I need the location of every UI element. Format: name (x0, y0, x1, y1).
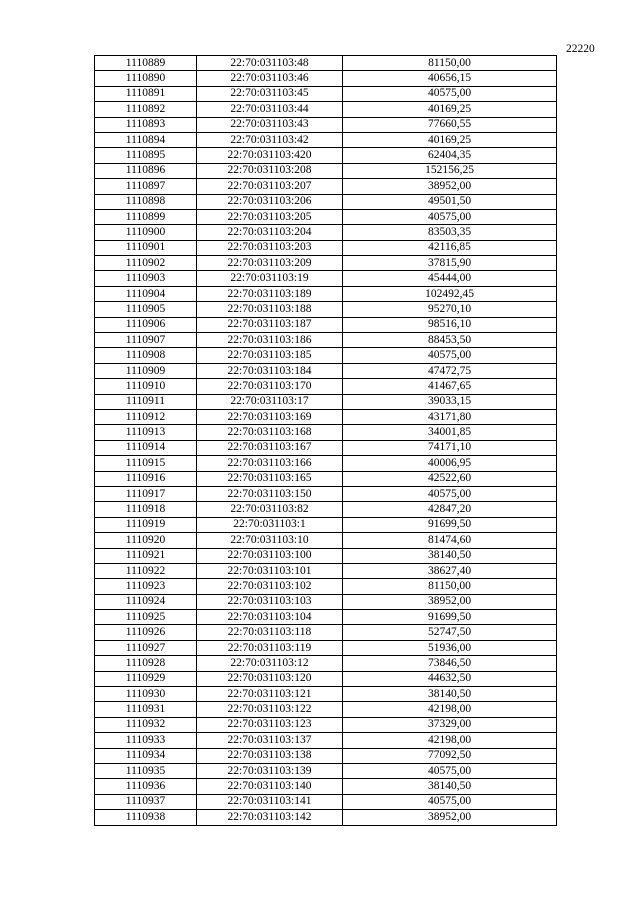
table-row (95, 148, 557, 163)
cadastral-number-cell: 22:70:031103:100 (197, 548, 343, 563)
cadastral-number-cell: 22:70:031103:208 (197, 163, 343, 178)
row-number-cell: 1110890 (95, 71, 197, 86)
row-number-cell: 1110926 (95, 625, 197, 640)
value-cell: 77092,50 (343, 748, 557, 763)
cadastral-number-cell: 22:70:031103:142 (197, 810, 343, 825)
cadastral-number-cell: 22:70:031103:42 (197, 132, 343, 147)
row-number-cell: 1110914 (95, 440, 197, 455)
cadastral-number-cell: 22:70:031103:184 (197, 363, 343, 378)
row-number-cell: 1110920 (95, 533, 197, 548)
table-row (95, 194, 557, 209)
value-cell: 38627,40 (343, 563, 557, 578)
table-row (95, 779, 557, 794)
row-number-cell: 1110925 (95, 610, 197, 625)
value-cell: 81150,00 (343, 56, 557, 71)
table-row (95, 563, 557, 578)
table-row (95, 317, 557, 332)
table-row (95, 810, 557, 825)
cadastral-number-cell: 22:70:031103:209 (197, 256, 343, 271)
table-row (95, 517, 557, 532)
row-number-cell: 1110906 (95, 317, 197, 332)
table-row (95, 471, 557, 486)
table-row (95, 132, 557, 147)
cadastral-value-table (94, 55, 557, 826)
cadastral-number-cell: 22:70:031103:203 (197, 240, 343, 255)
table-row (95, 502, 557, 517)
table-row (95, 625, 557, 640)
row-number-cell: 1110930 (95, 687, 197, 702)
cadastral-number-cell: 22:70:031103:138 (197, 748, 343, 763)
table-row (95, 56, 557, 71)
row-number-cell: 1110912 (95, 409, 197, 424)
value-cell: 81474,60 (343, 533, 557, 548)
row-number-cell: 1110900 (95, 225, 197, 240)
value-cell: 45444,00 (343, 271, 557, 286)
row-number-cell: 1110895 (95, 148, 197, 163)
row-number-cell: 1110889 (95, 56, 197, 71)
table-row (95, 656, 557, 671)
value-cell: 38140,50 (343, 779, 557, 794)
value-cell: 41467,65 (343, 379, 557, 394)
value-cell: 98516,10 (343, 317, 557, 332)
value-cell: 40575,00 (343, 794, 557, 809)
cadastral-number-cell: 22:70:031103:168 (197, 425, 343, 440)
value-cell: 40656,15 (343, 71, 557, 86)
value-cell: 43171,80 (343, 409, 557, 424)
table-row (95, 409, 557, 424)
value-cell: 49501,50 (343, 194, 557, 209)
row-number-cell: 1110907 (95, 333, 197, 348)
value-cell: 40575,00 (343, 209, 557, 224)
row-number-cell: 1110921 (95, 548, 197, 563)
cadastral-number-cell: 22:70:031103:170 (197, 379, 343, 394)
value-cell: 37329,00 (343, 717, 557, 732)
row-number-cell: 1110902 (95, 256, 197, 271)
table-row (95, 102, 557, 117)
row-number-cell: 1110931 (95, 702, 197, 717)
row-number-cell: 1110935 (95, 763, 197, 778)
cadastral-number-cell: 22:70:031103:103 (197, 594, 343, 609)
table-row (95, 286, 557, 301)
value-cell: 42522,60 (343, 471, 557, 486)
row-number-cell: 1110922 (95, 563, 197, 578)
value-cell: 40006,95 (343, 456, 557, 471)
value-cell: 77660,55 (343, 117, 557, 132)
value-cell: 44632,50 (343, 671, 557, 686)
cadastral-number-cell: 22:70:031103:48 (197, 56, 343, 71)
table-row (95, 548, 557, 563)
row-number-cell: 1110932 (95, 717, 197, 732)
cadastral-number-cell: 22:70:031103:141 (197, 794, 343, 809)
table-row (95, 117, 557, 132)
cadastral-number-cell: 22:70:031103:204 (197, 225, 343, 240)
value-cell: 40575,00 (343, 86, 557, 101)
value-cell: 38140,50 (343, 548, 557, 563)
value-cell: 38952,00 (343, 594, 557, 609)
table-row (95, 425, 557, 440)
value-cell: 37815,90 (343, 256, 557, 271)
cadastral-number-cell: 22:70:031103:104 (197, 610, 343, 625)
cadastral-number-cell: 22:70:031103:44 (197, 102, 343, 117)
table-row (95, 440, 557, 455)
row-number-cell: 1110928 (95, 656, 197, 671)
value-cell: 42198,00 (343, 702, 557, 717)
table-row (95, 271, 557, 286)
cadastral-number-cell: 22:70:031103:121 (197, 687, 343, 702)
cadastral-number-cell: 22:70:031103:19 (197, 271, 343, 286)
row-number-cell: 1110896 (95, 163, 197, 178)
row-number-cell: 1110901 (95, 240, 197, 255)
cadastral-number-cell: 22:70:031103:167 (197, 440, 343, 455)
cadastral-number-cell: 22:70:031103:120 (197, 671, 343, 686)
value-cell: 81150,00 (343, 579, 557, 594)
row-number-cell: 1110909 (95, 363, 197, 378)
row-number-cell: 1110915 (95, 456, 197, 471)
row-number-cell: 1110923 (95, 579, 197, 594)
row-number-cell: 1110894 (95, 132, 197, 147)
value-cell: 42198,00 (343, 733, 557, 748)
value-cell: 39033,15 (343, 394, 557, 409)
table-row (95, 763, 557, 778)
cadastral-number-cell: 22:70:031103:166 (197, 456, 343, 471)
value-cell: 74171,10 (343, 440, 557, 455)
table-row (95, 71, 557, 86)
table-row (95, 348, 557, 363)
value-cell: 102492,45 (343, 286, 557, 301)
cadastral-number-cell: 22:70:031103:137 (197, 733, 343, 748)
value-cell: 95270,10 (343, 302, 557, 317)
row-number-cell: 1110934 (95, 748, 197, 763)
table-row (95, 225, 557, 240)
row-number-cell: 1110910 (95, 379, 197, 394)
table-row (95, 579, 557, 594)
table-row (95, 671, 557, 686)
cadastral-number-cell: 22:70:031103:206 (197, 194, 343, 209)
table-row (95, 594, 557, 609)
row-number-cell: 1110911 (95, 394, 197, 409)
row-number-cell: 1110897 (95, 179, 197, 194)
cadastral-number-cell: 22:70:031103:12 (197, 656, 343, 671)
value-cell: 40169,25 (343, 102, 557, 117)
value-cell: 52747,50 (343, 625, 557, 640)
row-number-cell: 1110893 (95, 117, 197, 132)
cadastral-number-cell: 22:70:031103:188 (197, 302, 343, 317)
table-row (95, 240, 557, 255)
cadastral-number-cell: 22:70:031103:165 (197, 471, 343, 486)
row-number-cell: 1110903 (95, 271, 197, 286)
table-body (95, 56, 557, 826)
row-number-cell: 1110924 (95, 594, 197, 609)
table-row (95, 748, 557, 763)
row-number-cell: 1110917 (95, 486, 197, 501)
row-number-cell: 1110929 (95, 671, 197, 686)
cadastral-number-cell: 22:70:031103:207 (197, 179, 343, 194)
table-row (95, 394, 557, 409)
table-row (95, 379, 557, 394)
table-row (95, 163, 557, 178)
value-cell: 47472,75 (343, 363, 557, 378)
table-row (95, 717, 557, 732)
value-cell: 40575,00 (343, 763, 557, 778)
table-row (95, 333, 557, 348)
table-row (95, 794, 557, 809)
cadastral-number-cell: 22:70:031103:82 (197, 502, 343, 517)
cadastral-number-cell: 22:70:031103:189 (197, 286, 343, 301)
table-row (95, 640, 557, 655)
cadastral-number-cell: 22:70:031103:205 (197, 209, 343, 224)
value-cell: 91699,50 (343, 610, 557, 625)
table-row (95, 533, 557, 548)
cadastral-number-cell: 22:70:031103:45 (197, 86, 343, 101)
table-row (95, 209, 557, 224)
value-cell: 34001,85 (343, 425, 557, 440)
value-cell: 38952,00 (343, 810, 557, 825)
cadastral-number-cell: 22:70:031103:102 (197, 579, 343, 594)
value-cell: 38952,00 (343, 179, 557, 194)
table-row (95, 302, 557, 317)
cadastral-number-cell: 22:70:031103:101 (197, 563, 343, 578)
table-row (95, 179, 557, 194)
value-cell: 51936,00 (343, 640, 557, 655)
value-cell: 73846,50 (343, 656, 557, 671)
value-cell: 38140,50 (343, 687, 557, 702)
cadastral-number-cell: 22:70:031103:122 (197, 702, 343, 717)
cadastral-number-cell: 22:70:031103:186 (197, 333, 343, 348)
row-number-cell: 1110905 (95, 302, 197, 317)
cadastral-number-cell: 22:70:031103:187 (197, 317, 343, 332)
row-number-cell: 1110908 (95, 348, 197, 363)
cadastral-number-cell: 22:70:031103:43 (197, 117, 343, 132)
cadastral-number-cell: 22:70:031103:1 (197, 517, 343, 532)
table-row (95, 456, 557, 471)
row-number-cell: 1110933 (95, 733, 197, 748)
cadastral-number-cell: 22:70:031103:140 (197, 779, 343, 794)
cadastral-number-cell: 22:70:031103:10 (197, 533, 343, 548)
table-row (95, 86, 557, 101)
cadastral-number-cell: 22:70:031103:118 (197, 625, 343, 640)
row-number-cell: 1110919 (95, 517, 197, 532)
row-number-cell: 1110927 (95, 640, 197, 655)
value-cell: 88453,50 (343, 333, 557, 348)
row-number-cell: 1110899 (95, 209, 197, 224)
cadastral-number-cell: 22:70:031103:17 (197, 394, 343, 409)
row-number-cell: 1110891 (95, 86, 197, 101)
cadastral-number-cell: 22:70:031103:169 (197, 409, 343, 424)
value-cell: 42847,20 (343, 502, 557, 517)
row-number-cell: 1110916 (95, 471, 197, 486)
row-number-cell: 1110892 (95, 102, 197, 117)
table-row (95, 687, 557, 702)
row-number-cell: 1110936 (95, 779, 197, 794)
table-row (95, 702, 557, 717)
row-number-cell: 1110913 (95, 425, 197, 440)
table-row (95, 610, 557, 625)
value-cell: 83503,35 (343, 225, 557, 240)
value-cell: 152156,25 (343, 163, 557, 178)
value-cell: 40575,00 (343, 348, 557, 363)
row-number-cell: 1110898 (95, 194, 197, 209)
cadastral-number-cell: 22:70:031103:150 (197, 486, 343, 501)
table-row (95, 733, 557, 748)
value-cell: 91699,50 (343, 517, 557, 532)
cadastral-number-cell: 22:70:031103:420 (197, 148, 343, 163)
value-cell: 42116,85 (343, 240, 557, 255)
table-row (95, 256, 557, 271)
cadastral-number-cell: 22:70:031103:119 (197, 640, 343, 655)
cadastral-number-cell: 22:70:031103:185 (197, 348, 343, 363)
cadastral-number-cell: 22:70:031103:139 (197, 763, 343, 778)
value-cell: 62404,35 (343, 148, 557, 163)
value-cell: 40169,25 (343, 132, 557, 147)
page-number: 22220 (566, 43, 595, 55)
value-cell: 40575,00 (343, 486, 557, 501)
table-row (95, 363, 557, 378)
table-row (95, 486, 557, 501)
cadastral-number-cell: 22:70:031103:46 (197, 71, 343, 86)
row-number-cell: 1110918 (95, 502, 197, 517)
row-number-cell: 1110937 (95, 794, 197, 809)
row-number-cell: 1110904 (95, 286, 197, 301)
cadastral-number-cell: 22:70:031103:123 (197, 717, 343, 732)
row-number-cell: 1110938 (95, 810, 197, 825)
